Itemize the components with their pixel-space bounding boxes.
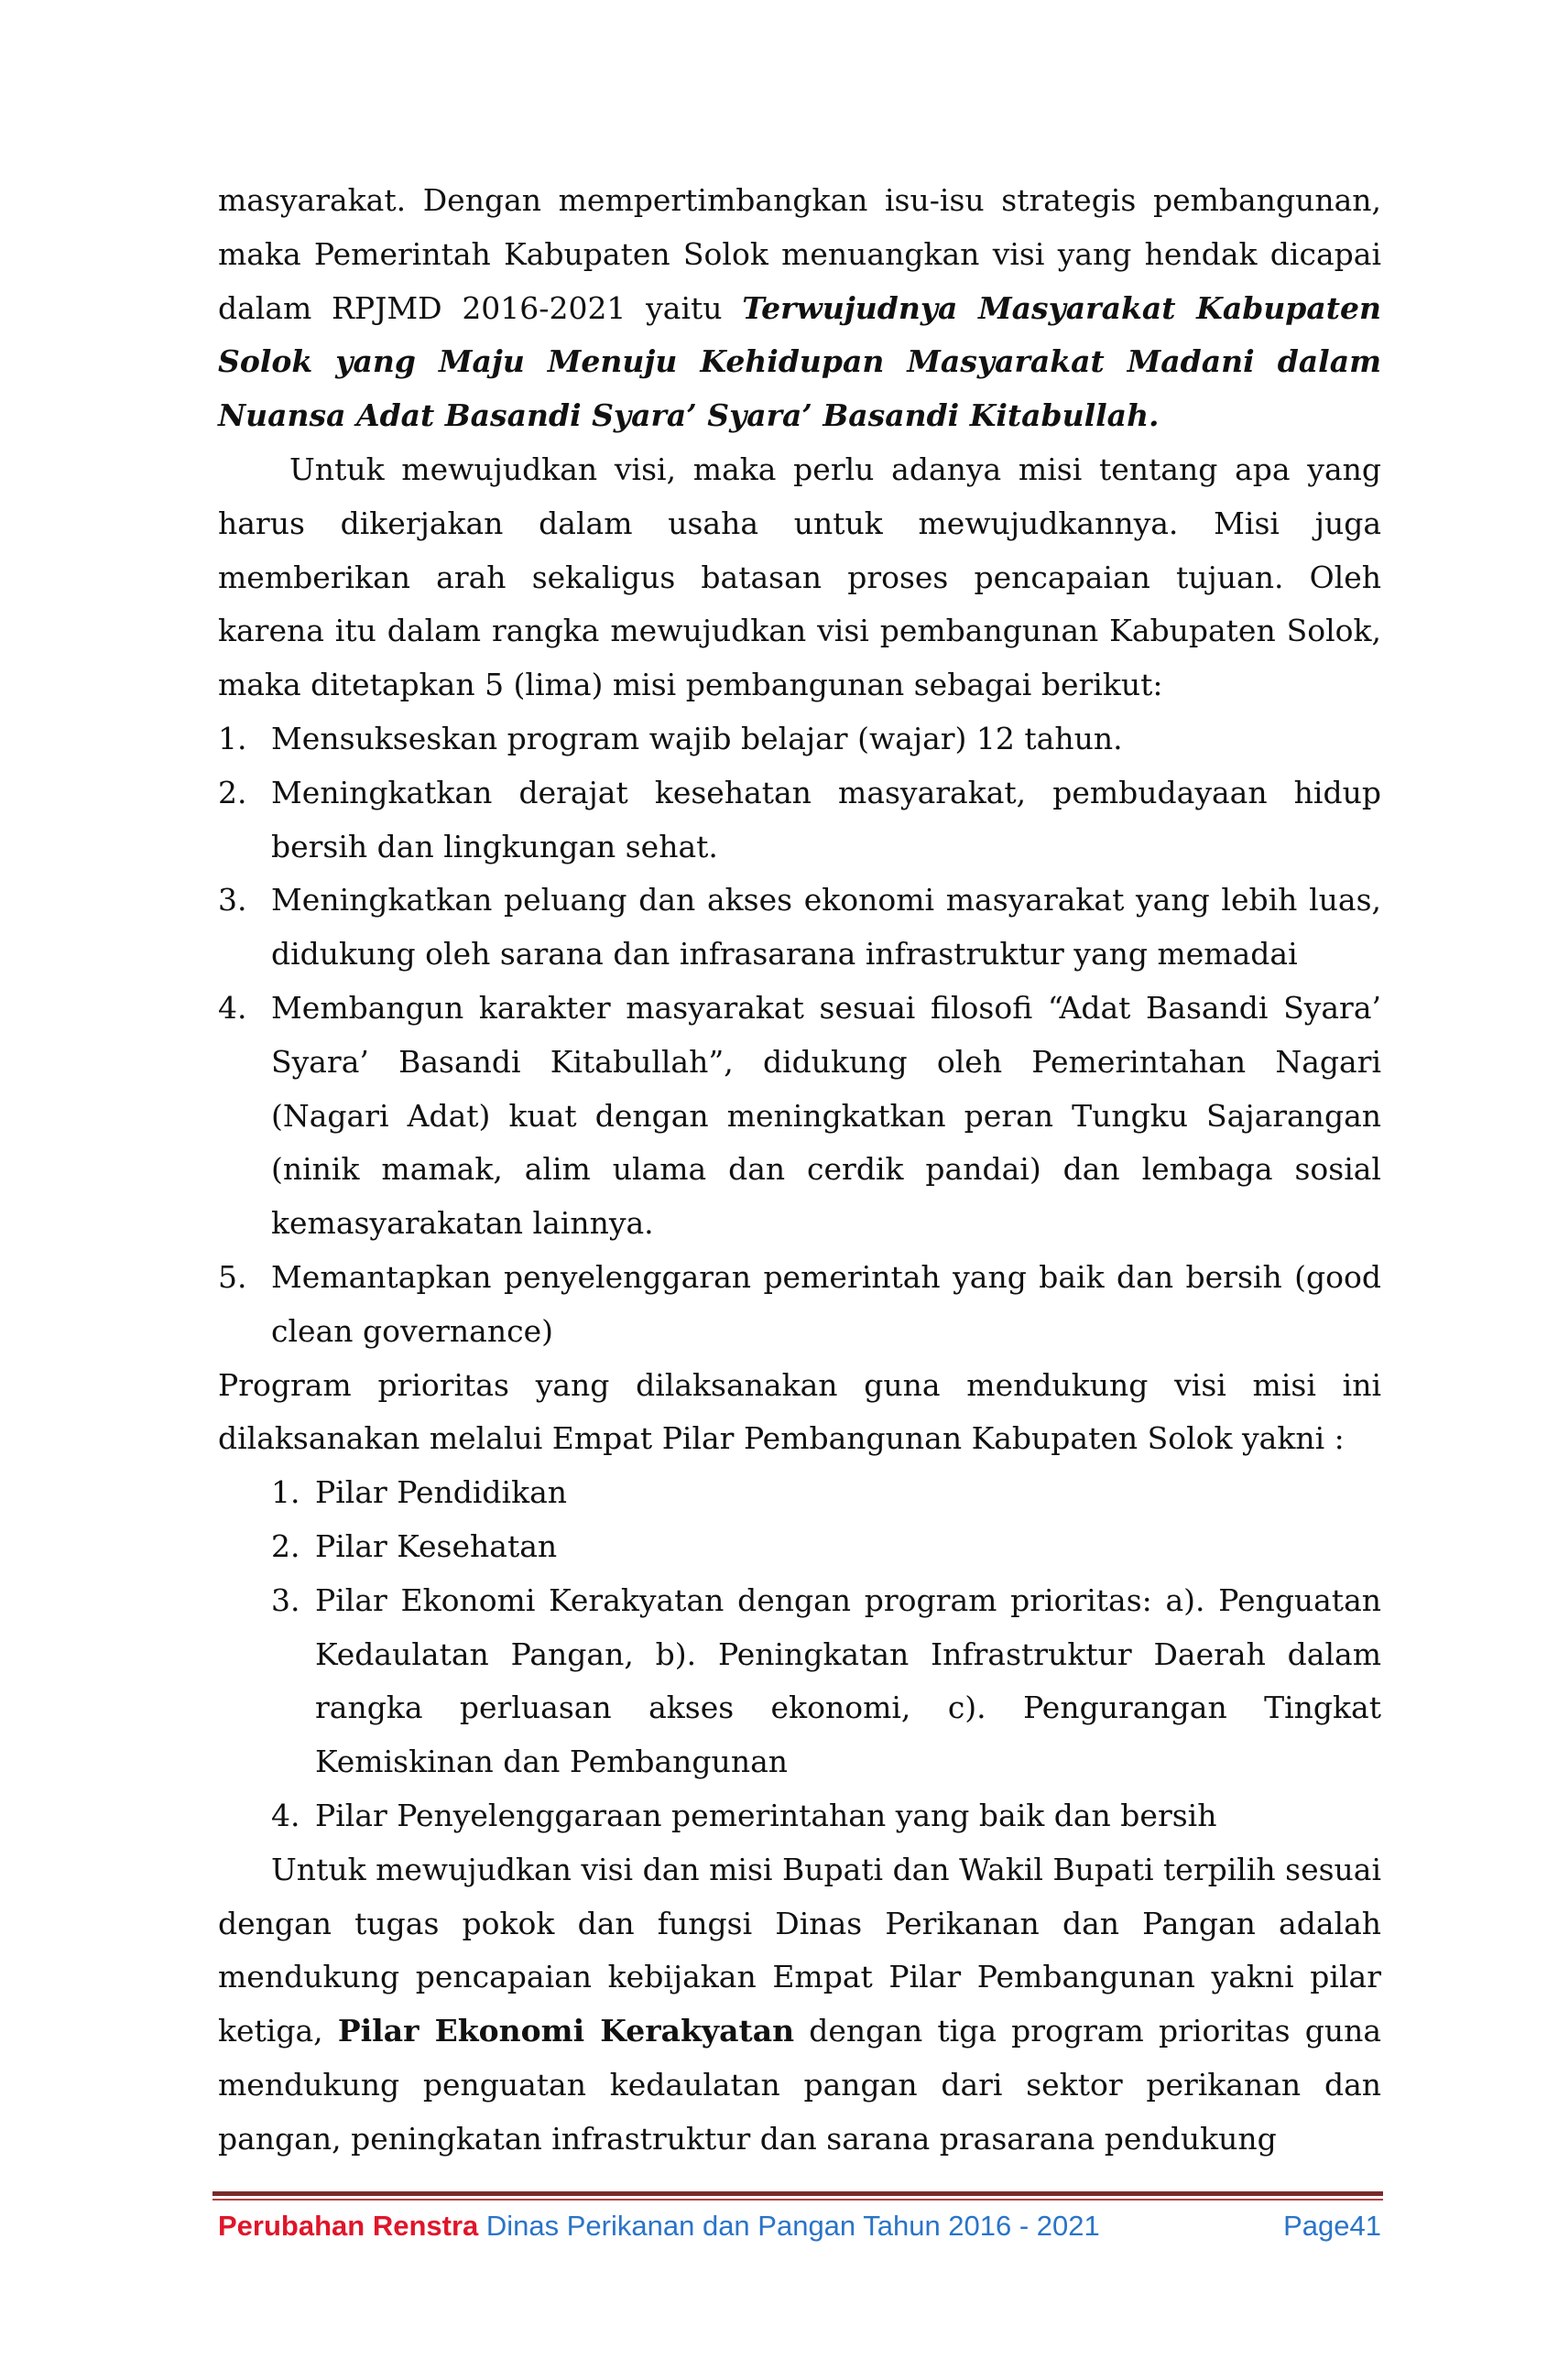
list-item [271, 1466, 1381, 1520]
list-item [271, 1789, 1381, 1843]
list-item [271, 1520, 1381, 1574]
list-number: 4. [218, 989, 247, 1026]
footer-title-bold: Perubahan Renstra [218, 2210, 479, 2242]
paragraph-mission-intro: Untuk mewujudkan visi, maka perlu adanya misi tentang apa yang harus dikerjakan dalam usaha untuk mewujudkannya. Misi juga memberikan arah sekaligus batasan proses pencapaian tujuan. Oleh karena itu dalam rangka mewujudkan visi pembangunan Kabupaten Solok, maka ditetapkan 5 (lima) misi pembangunan sebagai berikut: [218, 451, 1381, 703]
list-text: Pilar Pendidikan [315, 1474, 568, 1511]
document-body [218, 174, 1381, 2166]
list-text: Meningkatkan derajat kesehatan masyarakat, pembudayaan hidup bersih dan lingkungan sehat. [271, 774, 1381, 864]
list-item [218, 874, 1381, 982]
list-number: 2. [271, 1527, 300, 1564]
list-number: 4. [271, 1797, 300, 1833]
footer-divider [212, 2191, 1383, 2196]
page-number: Page41 [1283, 2210, 1381, 2242]
list-number: 1. [271, 1474, 300, 1511]
list-item [218, 712, 1381, 766]
vision-statement: Terwujudnya Masyarakat Kabupaten Solok yang Maju Menuju Kehidupan Masyarakat Madani dalam Nuansa Adat Basandi Syara’ Syara’ Basandi Kitabullah. [218, 289, 1381, 434]
footer-title-rest: Dinas Perikanan dan Pangan Tahun 2016 - 2021 [478, 2210, 1100, 2242]
page-footer [218, 2210, 1381, 2250]
vision-intro-text: masyarakat. Dengan mempertimbangkan isu-isu strategis pembangunan, maka Pemerintah Kabupaten Solok menuangkan visi yang hendak dicapai dalam RPJMD 2016-2021 yaitu [218, 182, 1381, 326]
list-number: 1. [218, 720, 247, 756]
list-text: Memantapkan penyelenggaran pemerintah yang baik dan bersih (good clean governance) [271, 1258, 1381, 1349]
footer-title [218, 2210, 1100, 2243]
list-number: 2. [218, 774, 247, 810]
paragraph-priority-program: Program prioritas yang dilaksanakan guna mendukung visi misi ini dilaksanakan melalui Empat Pilar Pembangunan Kabupaten Solok yakni : [218, 1366, 1381, 1457]
list-text: Mensukseskan program wajib belajar (wajar) 12 tahun. [271, 720, 1123, 756]
list-number: 3. [218, 882, 247, 918]
list-item [218, 982, 1381, 1251]
support-text-before: Untuk mewujudkan visi dan misi Bupati dan Wakil Bupati terpilih sesuai dengan tugas pokok dan fungsi Dinas Perikanan dan Pangan adalah mendukung pencapaian kebijakan Empat Pilar Pembangunan yakni pilar ketiga, [218, 1851, 1382, 2049]
support-text-after: dengan tiga program prioritas guna mendukung penguatan kedaulatan pangan dari sektor perikanan dan pangan, peningkatan infrastruktur dan sarana prasarana pendukung [218, 2013, 1381, 2157]
list-text: Meningkatkan peluang dan akses ekonomi masyarakat yang lebih luas, didukung oleh sarana dan infrasarana infrastruktur yang memadai [271, 882, 1381, 973]
list-number: 5. [218, 1258, 247, 1295]
list-number: 3. [271, 1581, 300, 1618]
paragraph-vision [218, 174, 1381, 443]
list-text: Pilar Kesehatan [315, 1527, 558, 1564]
paragraph-pillar-support [218, 1843, 1381, 2167]
list-text: Pilar Penyelenggaraan pemerintahan yang baik dan bersih [315, 1797, 1217, 1833]
mission-list [218, 712, 1381, 1359]
list-text: Pilar Ekonomi Kerakyatan dengan program prioritas: a). Penguatan Kedaulatan Pangan, b). Peningkatan Infrastruktur Daerah dalam rangka perluasan akses ekonomi, c). Pengurangan Tingkat Kemiskinan dan Pembangunan [315, 1581, 1381, 1780]
list-text: Membangun karakter masyarakat sesuai filosofi “Adat Basandi Syara’ Syara’ Basandi Kitabullah”, didukung oleh Pemerintahan Nagari (Nagari Adat) kuat dengan meningkatkan peran Tungku Sajarangan (ninik mamak, alim ulama dan cerdik pandai) dan lembaga sosial kemasyarakatan lainnya. [271, 989, 1381, 1242]
pillar-name-bold: Pilar Ekonomi Kerakyatan [337, 2013, 795, 2049]
footer-divider-thin [212, 2199, 1383, 2201]
list-item [271, 1574, 1381, 1789]
pillar-list [271, 1466, 1381, 1843]
list-item [218, 1251, 1381, 1359]
list-item [218, 766, 1381, 875]
